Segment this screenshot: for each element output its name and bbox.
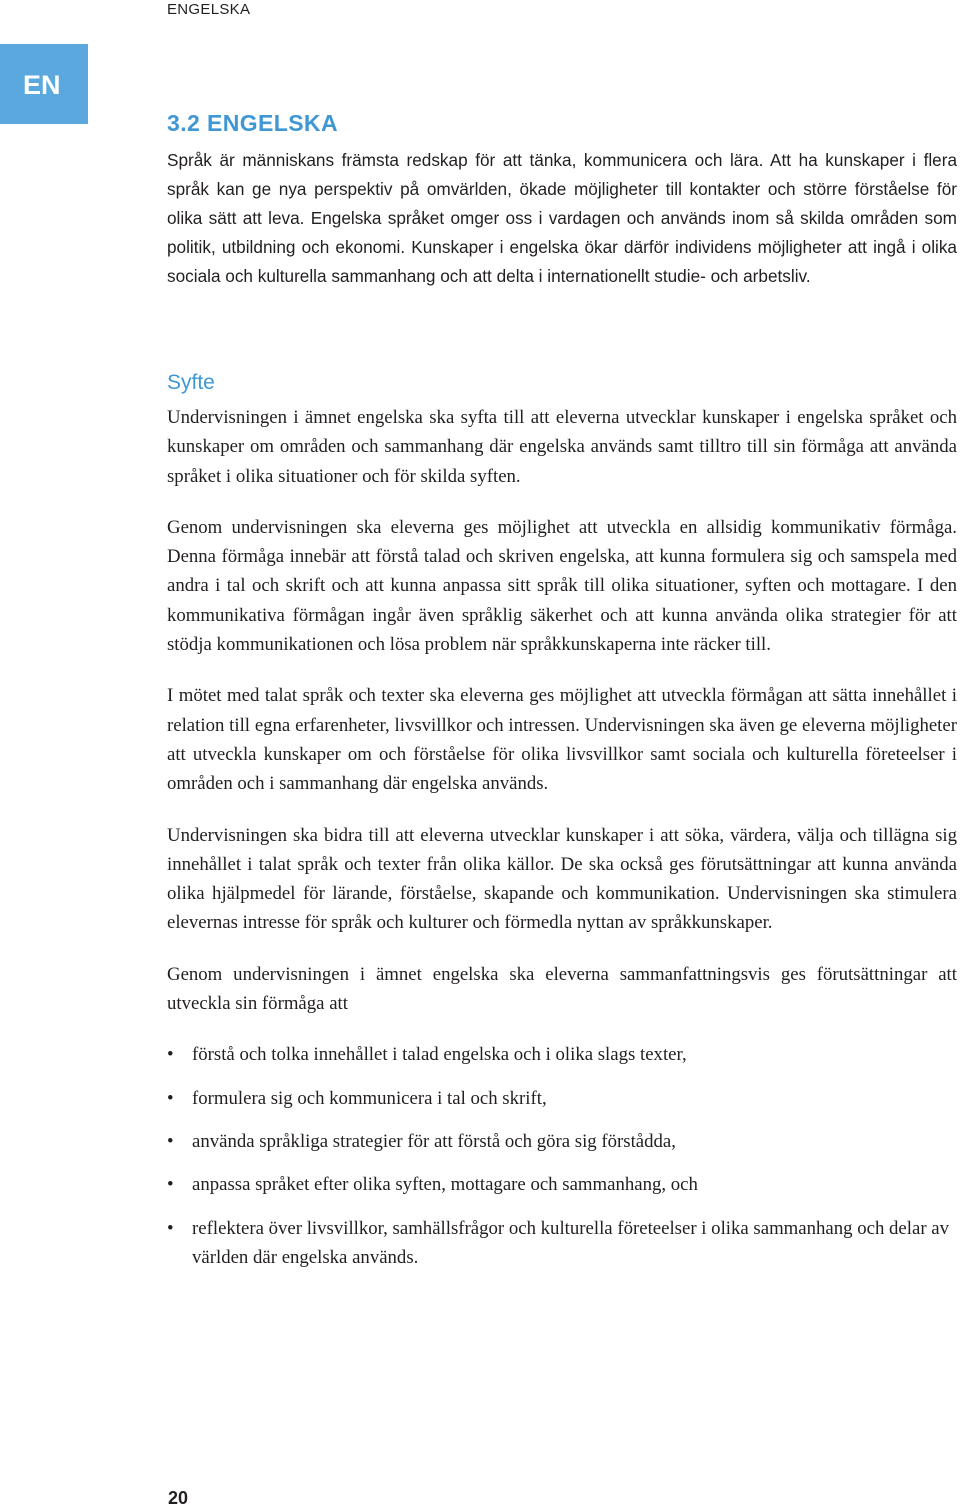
- bullet-icon: •: [167, 1130, 174, 1152]
- page-number: 20: [168, 1488, 189, 1508]
- syfte-paragraph: Genom undervisningen ska eleverna ges möjlighet att utveckla en allsidig kommunikativ förmåga. Denna förmåga innebär att förstå talad och skriven engelska, att kunna formulera sig och samspela med andra i tal och skrift och att kunna anpassa sitt språk till olika situationer, syften och mottagare. I den kommunikativa förmågan ingår även språklig säkerhet och att kunna använda olika strategier för att stödja kommunikationen och lösa problem när språkkunskaperna inte räcker till.: [167, 516, 957, 656]
- language-tab: [0, 44, 88, 124]
- list-item-text: använda språkliga strategier för att förstå och göra sig förstådda,: [192, 1130, 676, 1152]
- syfte-paragraph: Undervisningen i ämnet engelska ska syfta till att eleverna utvecklar kunskaper i engelska språket och kunskaper om områden och sammanhang där engelska används samt tilltro till sin förmåga att använda språket i olika situationer och för skilda syften.: [167, 407, 957, 487]
- list-item-text: anpassa språket efter olika syften, mottagare och sammanhang, och: [192, 1174, 698, 1196]
- bullet-icon: •: [167, 1087, 174, 1109]
- syfte-body: [167, 403, 957, 1286]
- list-item-text: förstå och tolka innehållet i talad engelska och i olika slags texter,: [192, 1044, 687, 1066]
- bullet-icon: •: [167, 1174, 174, 1196]
- bullet-icon: •: [167, 1217, 174, 1239]
- list-item-text: reflektera över livsvillkor, samhällsfrågor och kulturella företeelser i olika sammanhang och delar av världen där engelska används.: [192, 1217, 949, 1268]
- running-header: ENGELSKA: [167, 1, 251, 18]
- syfte-heading: Syfte: [167, 371, 215, 394]
- goal-list: [167, 1040, 957, 1272]
- bullet-icon: •: [167, 1044, 174, 1066]
- list-item: [167, 1214, 957, 1273]
- list-item-text: formulera sig och kommunicera i tal och skrift,: [192, 1087, 547, 1109]
- section-title: 3.2 ENGELSKA: [167, 110, 338, 136]
- syfte-paragraph: I mötet med talat språk och texter ska eleverna ges möjlighet att utveckla förmågan att sätta innehållet i relation till egna erfarenheter, livsvillkor och intressen. Undervisningen ska även ge eleverna möjligheter att utveckla kunskaper om och förståelse för olika livsvillkor samt sociala och kulturella företeelser i områden och i sammanhang där engelska används.: [167, 685, 957, 795]
- language-tab-label: EN: [23, 70, 61, 100]
- syfte-paragraph: Undervisningen ska bidra till att eleverna utvecklar kunskaper i att söka, värdera, välja och tillägna sig innehållet i talat språk och texter från olika källor. De ska också ges förutsättningar att kunna använda olika hjälpmedel för lärande, förståelse, skapande och kommunikation. Undervisningen ska stimulera elevernas intresse för språk och kulturer och förmedla nyttan av språkkunskaper.: [167, 824, 957, 934]
- list-item: [167, 1127, 957, 1156]
- list-item: [167, 1170, 957, 1199]
- syfte-paragraph: Genom undervisningen i ämnet engelska ska eleverna sammanfattningsvis ges förutsättningar att utveckla sin förmåga att: [167, 963, 957, 1015]
- list-item: [167, 1040, 957, 1069]
- intro-paragraph: Språk är människans främsta redskap för att tänka, kommunicera och lära. Att ha kunskaper i flera språk kan ge nya perspektiv på omvärlden, ökade möjligheter till kontakter och större förståelse för olika sätt att leva. Engelska språket omger oss i vardagen och används inom så skilda områden som politik, utbildning och ekonomi. Kunskaper i engelska ökar därför individens möjligheter att ingå i olika sociala och kulturella sammanhang och att delta i internationellt studie- och arbetsliv.: [167, 150, 957, 286]
- list-item: [167, 1084, 957, 1113]
